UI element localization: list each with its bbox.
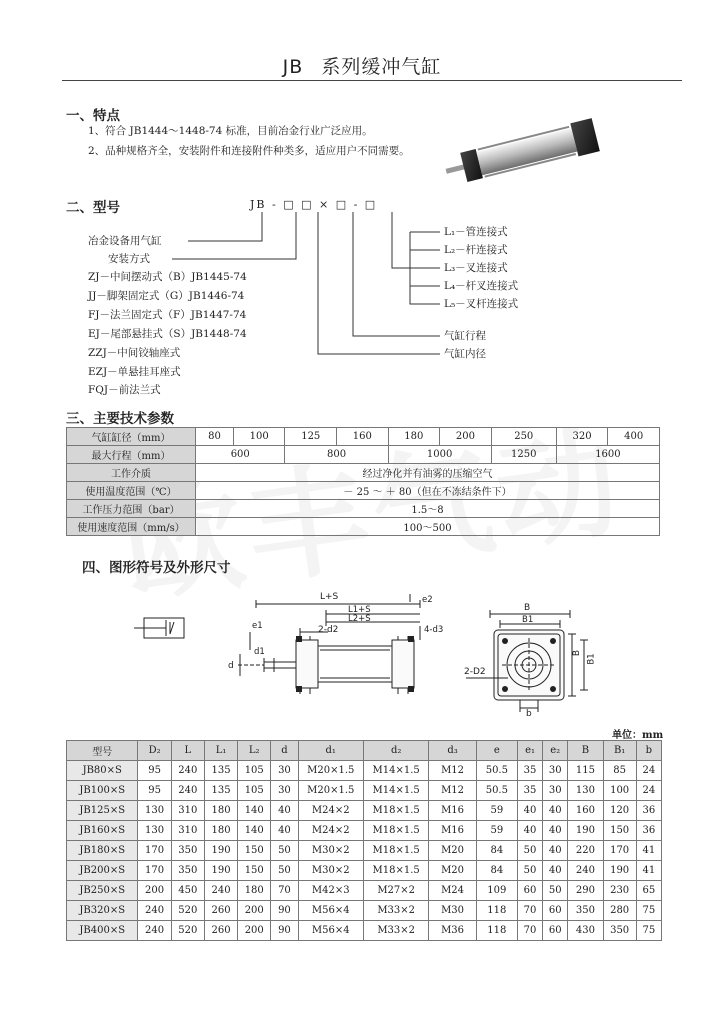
table-cell: 35 bbox=[517, 761, 542, 781]
table-cell: 60 bbox=[543, 901, 568, 921]
table-cell: M14×1.5 bbox=[363, 761, 428, 781]
params-row-stroke bbox=[67, 446, 660, 464]
table-cell: 24 bbox=[636, 761, 661, 781]
dim-ls: L+S bbox=[320, 592, 339, 602]
model-right-1: L₂－杆连接式 bbox=[444, 244, 508, 256]
table-cell: 190 bbox=[204, 841, 237, 861]
table-cell: 50 bbox=[271, 861, 298, 881]
params-cell: － 25 ～ ＋ 80（但在不冻结条件下） bbox=[196, 482, 660, 500]
table-cell: 180 bbox=[238, 881, 271, 901]
model-stroke: 气缸行程 bbox=[444, 330, 486, 342]
dim-d2: 2-d2 bbox=[318, 625, 339, 635]
table-cell: M18×1.5 bbox=[363, 861, 428, 881]
table-cell: M20 bbox=[429, 861, 476, 881]
table-cell: 140 bbox=[238, 801, 271, 821]
table-cell: 40 bbox=[543, 841, 568, 861]
table-cell: 30 bbox=[543, 761, 568, 781]
table-cell: M14×1.5 bbox=[363, 781, 428, 801]
table-cell: 350 bbox=[603, 921, 636, 941]
table-cell: 430 bbox=[568, 921, 603, 941]
model-left-2: ZJ－中间摆动式（B）JB1445-74 bbox=[88, 271, 247, 283]
model-right-3: L₄－杆叉连接式 bbox=[444, 280, 519, 292]
table-cell: 200 bbox=[238, 901, 271, 921]
model-cell: JB200×S bbox=[67, 861, 138, 881]
params-cell: 400 bbox=[608, 428, 660, 446]
model-connector-lines bbox=[0, 0, 724, 420]
dim-d1: d1 bbox=[254, 647, 265, 657]
dimension-header-row bbox=[67, 741, 662, 761]
table-row bbox=[67, 841, 662, 861]
table-cell: 130 bbox=[138, 801, 171, 821]
model-cell: JB100×S bbox=[67, 781, 138, 801]
params-label: 气缸缸径（mm） bbox=[67, 428, 196, 446]
table-cell: 50 bbox=[517, 841, 542, 861]
params-row-bore bbox=[67, 428, 660, 446]
model-cell: JB80×S bbox=[67, 761, 138, 781]
params-cell: 180 bbox=[388, 428, 440, 446]
table-cell: 59 bbox=[476, 821, 517, 841]
dimension-header-cell: B₁ bbox=[603, 741, 636, 761]
table-cell: 100 bbox=[603, 781, 636, 801]
table-cell: 160 bbox=[568, 801, 603, 821]
table-cell: M20 bbox=[429, 841, 476, 861]
table-cell: 260 bbox=[204, 921, 237, 941]
table-cell: 36 bbox=[636, 801, 661, 821]
table-cell: 35 bbox=[517, 781, 542, 801]
table-cell: M18×1.5 bbox=[363, 821, 428, 841]
model-left-0: 冶金设备用气缸 bbox=[88, 235, 162, 247]
table-row bbox=[67, 881, 662, 901]
table-cell: 240 bbox=[138, 901, 171, 921]
table-cell: 280 bbox=[603, 901, 636, 921]
table-cell: 350 bbox=[171, 841, 204, 861]
table-cell: 109 bbox=[476, 881, 517, 901]
params-cell: 1000 bbox=[388, 446, 491, 464]
table-cell: 40 bbox=[517, 801, 542, 821]
table-cell: 24 bbox=[636, 781, 661, 801]
params-cell: 320 bbox=[556, 428, 608, 446]
dimension-table bbox=[66, 740, 662, 941]
dimension-table-body bbox=[67, 741, 662, 941]
params-label: 最大行程（mm） bbox=[67, 446, 196, 464]
table-cell: 220 bbox=[568, 841, 603, 861]
table-cell: 118 bbox=[476, 901, 517, 921]
table-cell: 30 bbox=[271, 781, 298, 801]
cylinder-symbol-icon bbox=[132, 612, 192, 646]
table-cell: 30 bbox=[543, 781, 568, 801]
table-cell: M30×2 bbox=[298, 861, 363, 881]
section-dims-heading: 四、图形符号及外形尺寸 bbox=[82, 560, 231, 576]
dimension-header-cell: L bbox=[171, 741, 204, 761]
dimension-header-cell: b bbox=[636, 741, 661, 761]
dimension-header-cell: d₁ bbox=[298, 741, 363, 761]
dim-l1s: L1+S bbox=[348, 605, 371, 615]
table-cell: 41 bbox=[636, 841, 661, 861]
dimension-header-cell: D₂ bbox=[138, 741, 171, 761]
model-right-2: L₃－叉连接式 bbox=[444, 262, 508, 274]
table-cell: 120 bbox=[603, 801, 636, 821]
table-cell: 450 bbox=[171, 881, 204, 901]
table-cell: 30 bbox=[271, 761, 298, 781]
table-cell: 350 bbox=[171, 861, 204, 881]
table-cell: 70 bbox=[271, 881, 298, 901]
table-cell: M30×2 bbox=[298, 841, 363, 861]
section-model-heading: 二、型号 bbox=[66, 200, 120, 216]
table-cell: 70 bbox=[517, 921, 542, 941]
table-cell: 50 bbox=[271, 841, 298, 861]
table-cell: 230 bbox=[603, 881, 636, 901]
table-cell: 190 bbox=[603, 861, 636, 881]
dimension-header-cell: e₁ bbox=[517, 741, 542, 761]
params-cell: 经过净化并有油雾的压缩空气 bbox=[196, 464, 660, 482]
dimension-header-cell: d₂ bbox=[363, 741, 428, 761]
table-cell: 85 bbox=[603, 761, 636, 781]
table-cell: 60 bbox=[543, 921, 568, 941]
table-cell: 75 bbox=[636, 921, 661, 941]
table-cell: M18×1.5 bbox=[363, 801, 428, 821]
table-cell: M24×2 bbox=[298, 821, 363, 841]
table-cell: 135 bbox=[204, 761, 237, 781]
params-label: 工作压力范围（bar） bbox=[67, 500, 196, 518]
table-cell: 130 bbox=[138, 821, 171, 841]
model-bore: 气缸内径 bbox=[444, 348, 486, 360]
table-cell: 200 bbox=[238, 921, 271, 941]
table-cell: M56×4 bbox=[298, 901, 363, 921]
model-right-4: L₅－叉杆连接式 bbox=[444, 298, 519, 310]
section-params-heading: 三、主要技术参数 bbox=[66, 411, 174, 427]
table-cell: 40 bbox=[271, 801, 298, 821]
params-cell: 1600 bbox=[556, 446, 659, 464]
table-cell: 140 bbox=[238, 821, 271, 841]
params-cell: 200 bbox=[440, 428, 492, 446]
model-cell: JB160×S bbox=[67, 821, 138, 841]
params-label: 使用速度范围（mm/s） bbox=[67, 518, 196, 536]
dimension-header-cell: e bbox=[476, 741, 517, 761]
table-row bbox=[67, 861, 662, 881]
params-cell: 100 bbox=[233, 428, 285, 446]
table-cell: 59 bbox=[476, 801, 517, 821]
params-cell: 800 bbox=[285, 446, 388, 464]
table-cell: 260 bbox=[204, 901, 237, 921]
dimension-header-cell: L₂ bbox=[238, 741, 271, 761]
table-cell: 118 bbox=[476, 921, 517, 941]
table-cell: 75 bbox=[636, 901, 661, 921]
table-cell: 200 bbox=[138, 881, 171, 901]
dim-d: d bbox=[228, 661, 234, 671]
table-row bbox=[67, 761, 662, 781]
params-row-temp bbox=[67, 482, 660, 500]
table-cell: M18×1.5 bbox=[363, 841, 428, 861]
table-cell: 290 bbox=[568, 881, 603, 901]
table-cell: M33×2 bbox=[363, 901, 428, 921]
dim-b: B bbox=[524, 603, 531, 613]
table-cell: M16 bbox=[429, 801, 476, 821]
table-cell: 135 bbox=[204, 781, 237, 801]
table-cell: 50 bbox=[543, 881, 568, 901]
model-cell: JB400×S bbox=[67, 921, 138, 941]
params-label: 使用温度范围（℃） bbox=[67, 482, 196, 500]
model-cell: JB250×S bbox=[67, 881, 138, 901]
table-cell: 310 bbox=[171, 821, 204, 841]
table-cell: 190 bbox=[204, 861, 237, 881]
params-cell: 1.5～8 bbox=[196, 500, 660, 518]
table-cell: 50.5 bbox=[476, 781, 517, 801]
table-cell: 60 bbox=[517, 881, 542, 901]
page-title: JB 系列缓冲气缸 bbox=[282, 56, 442, 78]
table-cell: 150 bbox=[238, 861, 271, 881]
table-cell: 180 bbox=[204, 821, 237, 841]
unit-label: 单位：mm bbox=[612, 730, 664, 741]
section-features-heading: 一、特点 bbox=[66, 108, 120, 124]
table-cell: M27×2 bbox=[363, 881, 428, 901]
table-cell: M56×4 bbox=[298, 921, 363, 941]
dim-b1-top: B1 bbox=[522, 615, 534, 625]
dim-bb: b bbox=[526, 709, 532, 716]
table-cell: 40 bbox=[271, 821, 298, 841]
table-cell: M16 bbox=[429, 821, 476, 841]
model-cell: JB320×S bbox=[67, 901, 138, 921]
table-cell: 170 bbox=[138, 841, 171, 861]
table-cell: M20×1.5 bbox=[298, 781, 363, 801]
table-cell: 240 bbox=[204, 881, 237, 901]
table-cell: 40 bbox=[543, 821, 568, 841]
table-cell: 84 bbox=[476, 861, 517, 881]
dim-b1-side: B1 bbox=[586, 653, 597, 665]
table-cell: M42×3 bbox=[298, 881, 363, 901]
table-cell: 240 bbox=[171, 761, 204, 781]
model-left-1: 安装方式 bbox=[108, 253, 150, 265]
dimension-header-cell: 型号 bbox=[67, 741, 138, 761]
model-code: JB - □ □ × □ - □ bbox=[250, 198, 378, 211]
table-cell: M12 bbox=[429, 781, 476, 801]
table-cell: 150 bbox=[238, 841, 271, 861]
params-label: 工作介质 bbox=[67, 464, 196, 482]
table-cell: 130 bbox=[568, 781, 603, 801]
table-cell: 520 bbox=[171, 921, 204, 941]
dimension-header-cell: d bbox=[271, 741, 298, 761]
table-cell: 40 bbox=[517, 821, 542, 841]
dim-l2s: L2+S bbox=[348, 614, 371, 624]
table-cell: M30 bbox=[429, 901, 476, 921]
table-cell: 180 bbox=[204, 801, 237, 821]
table-cell: 240 bbox=[568, 861, 603, 881]
params-cell: 125 bbox=[285, 428, 337, 446]
params-cell: 80 bbox=[196, 428, 234, 446]
model-left-4: FJ－法兰固定式（F）JB1447-74 bbox=[88, 309, 247, 321]
table-cell: 65 bbox=[636, 881, 661, 901]
table-cell: 150 bbox=[603, 821, 636, 841]
params-row-pressure bbox=[67, 500, 660, 518]
dimension-header-cell: B bbox=[568, 741, 603, 761]
model-left-7: EZJ－单悬挂耳座式 bbox=[88, 366, 181, 378]
table-cell: 70 bbox=[517, 901, 542, 921]
params-cell: 250 bbox=[491, 428, 556, 446]
dimension-header-cell: L₁ bbox=[204, 741, 237, 761]
table-cell: 95 bbox=[138, 761, 171, 781]
table-cell: 90 bbox=[271, 901, 298, 921]
model-cell: JB125×S bbox=[67, 801, 138, 821]
dim-e1: e1 bbox=[252, 621, 263, 631]
table-cell: M33×2 bbox=[363, 921, 428, 941]
table-cell: M36 bbox=[429, 921, 476, 941]
table-cell: M24×2 bbox=[298, 801, 363, 821]
table-row bbox=[67, 901, 662, 921]
params-cell: 160 bbox=[337, 428, 389, 446]
table-cell: 240 bbox=[171, 781, 204, 801]
front-view-drawing bbox=[460, 600, 600, 716]
dim-d3: 4-d3 bbox=[424, 625, 444, 635]
table-row bbox=[67, 921, 662, 941]
table-cell: 170 bbox=[603, 841, 636, 861]
params-row-medium bbox=[67, 464, 660, 482]
table-cell: 350 bbox=[568, 901, 603, 921]
table-cell: 50.5 bbox=[476, 761, 517, 781]
dim-b-side: B bbox=[572, 649, 583, 657]
dimension-header-cell: d₃ bbox=[429, 741, 476, 761]
side-view-drawing bbox=[220, 588, 450, 704]
table-cell: 190 bbox=[568, 821, 603, 841]
table-cell: 36 bbox=[636, 821, 661, 841]
feature-line-2: 2、品种规格齐全，安装附件和连接附件种类多，适应用户不同需要。 bbox=[88, 145, 410, 157]
table-cell: 40 bbox=[543, 801, 568, 821]
table-cell: M20×1.5 bbox=[298, 761, 363, 781]
table-row bbox=[67, 781, 662, 801]
model-cell: JB180×S bbox=[67, 841, 138, 861]
table-cell: 310 bbox=[171, 801, 204, 821]
model-left-8: FQJ－前法兰式 bbox=[88, 384, 161, 396]
table-row bbox=[67, 821, 662, 841]
model-left-5: EJ－尾部悬挂式（S）JB1448-74 bbox=[88, 328, 247, 340]
dim-e2: e2 bbox=[422, 595, 433, 605]
table-cell: 90 bbox=[271, 921, 298, 941]
table-cell: 105 bbox=[238, 761, 271, 781]
table-cell: 105 bbox=[238, 781, 271, 801]
table-cell: 115 bbox=[568, 761, 603, 781]
params-cell: 600 bbox=[196, 446, 285, 464]
table-cell: 520 bbox=[171, 901, 204, 921]
table-cell: 95 bbox=[138, 781, 171, 801]
table-cell: M12 bbox=[429, 761, 476, 781]
model-right-0: L₁－管连接式 bbox=[444, 226, 508, 238]
table-cell: 40 bbox=[543, 861, 568, 881]
table-cell: 170 bbox=[138, 861, 171, 881]
table-cell: 41 bbox=[636, 861, 661, 881]
table-cell: M24 bbox=[429, 881, 476, 901]
model-left-6: ZZJ－中间铰轴座式 bbox=[88, 347, 181, 359]
dimension-header-cell: e₂ bbox=[543, 741, 568, 761]
params-cell: 1250 bbox=[491, 446, 556, 464]
model-left-3: JJ－脚架固定式（G）JB1446-74 bbox=[88, 290, 245, 302]
params-row-speed bbox=[67, 518, 660, 536]
params-table bbox=[66, 427, 660, 536]
params-cell: 100～500 bbox=[196, 518, 660, 536]
table-cell: 84 bbox=[476, 841, 517, 861]
dim-dd2: 2-D2 bbox=[464, 667, 486, 677]
table-cell: 50 bbox=[517, 861, 542, 881]
feature-line-1: 1、符合 JB1444～1448-74 标准，目前冶金行业广泛应用。 bbox=[88, 125, 373, 137]
table-cell: 240 bbox=[138, 921, 171, 941]
table-row bbox=[67, 801, 662, 821]
